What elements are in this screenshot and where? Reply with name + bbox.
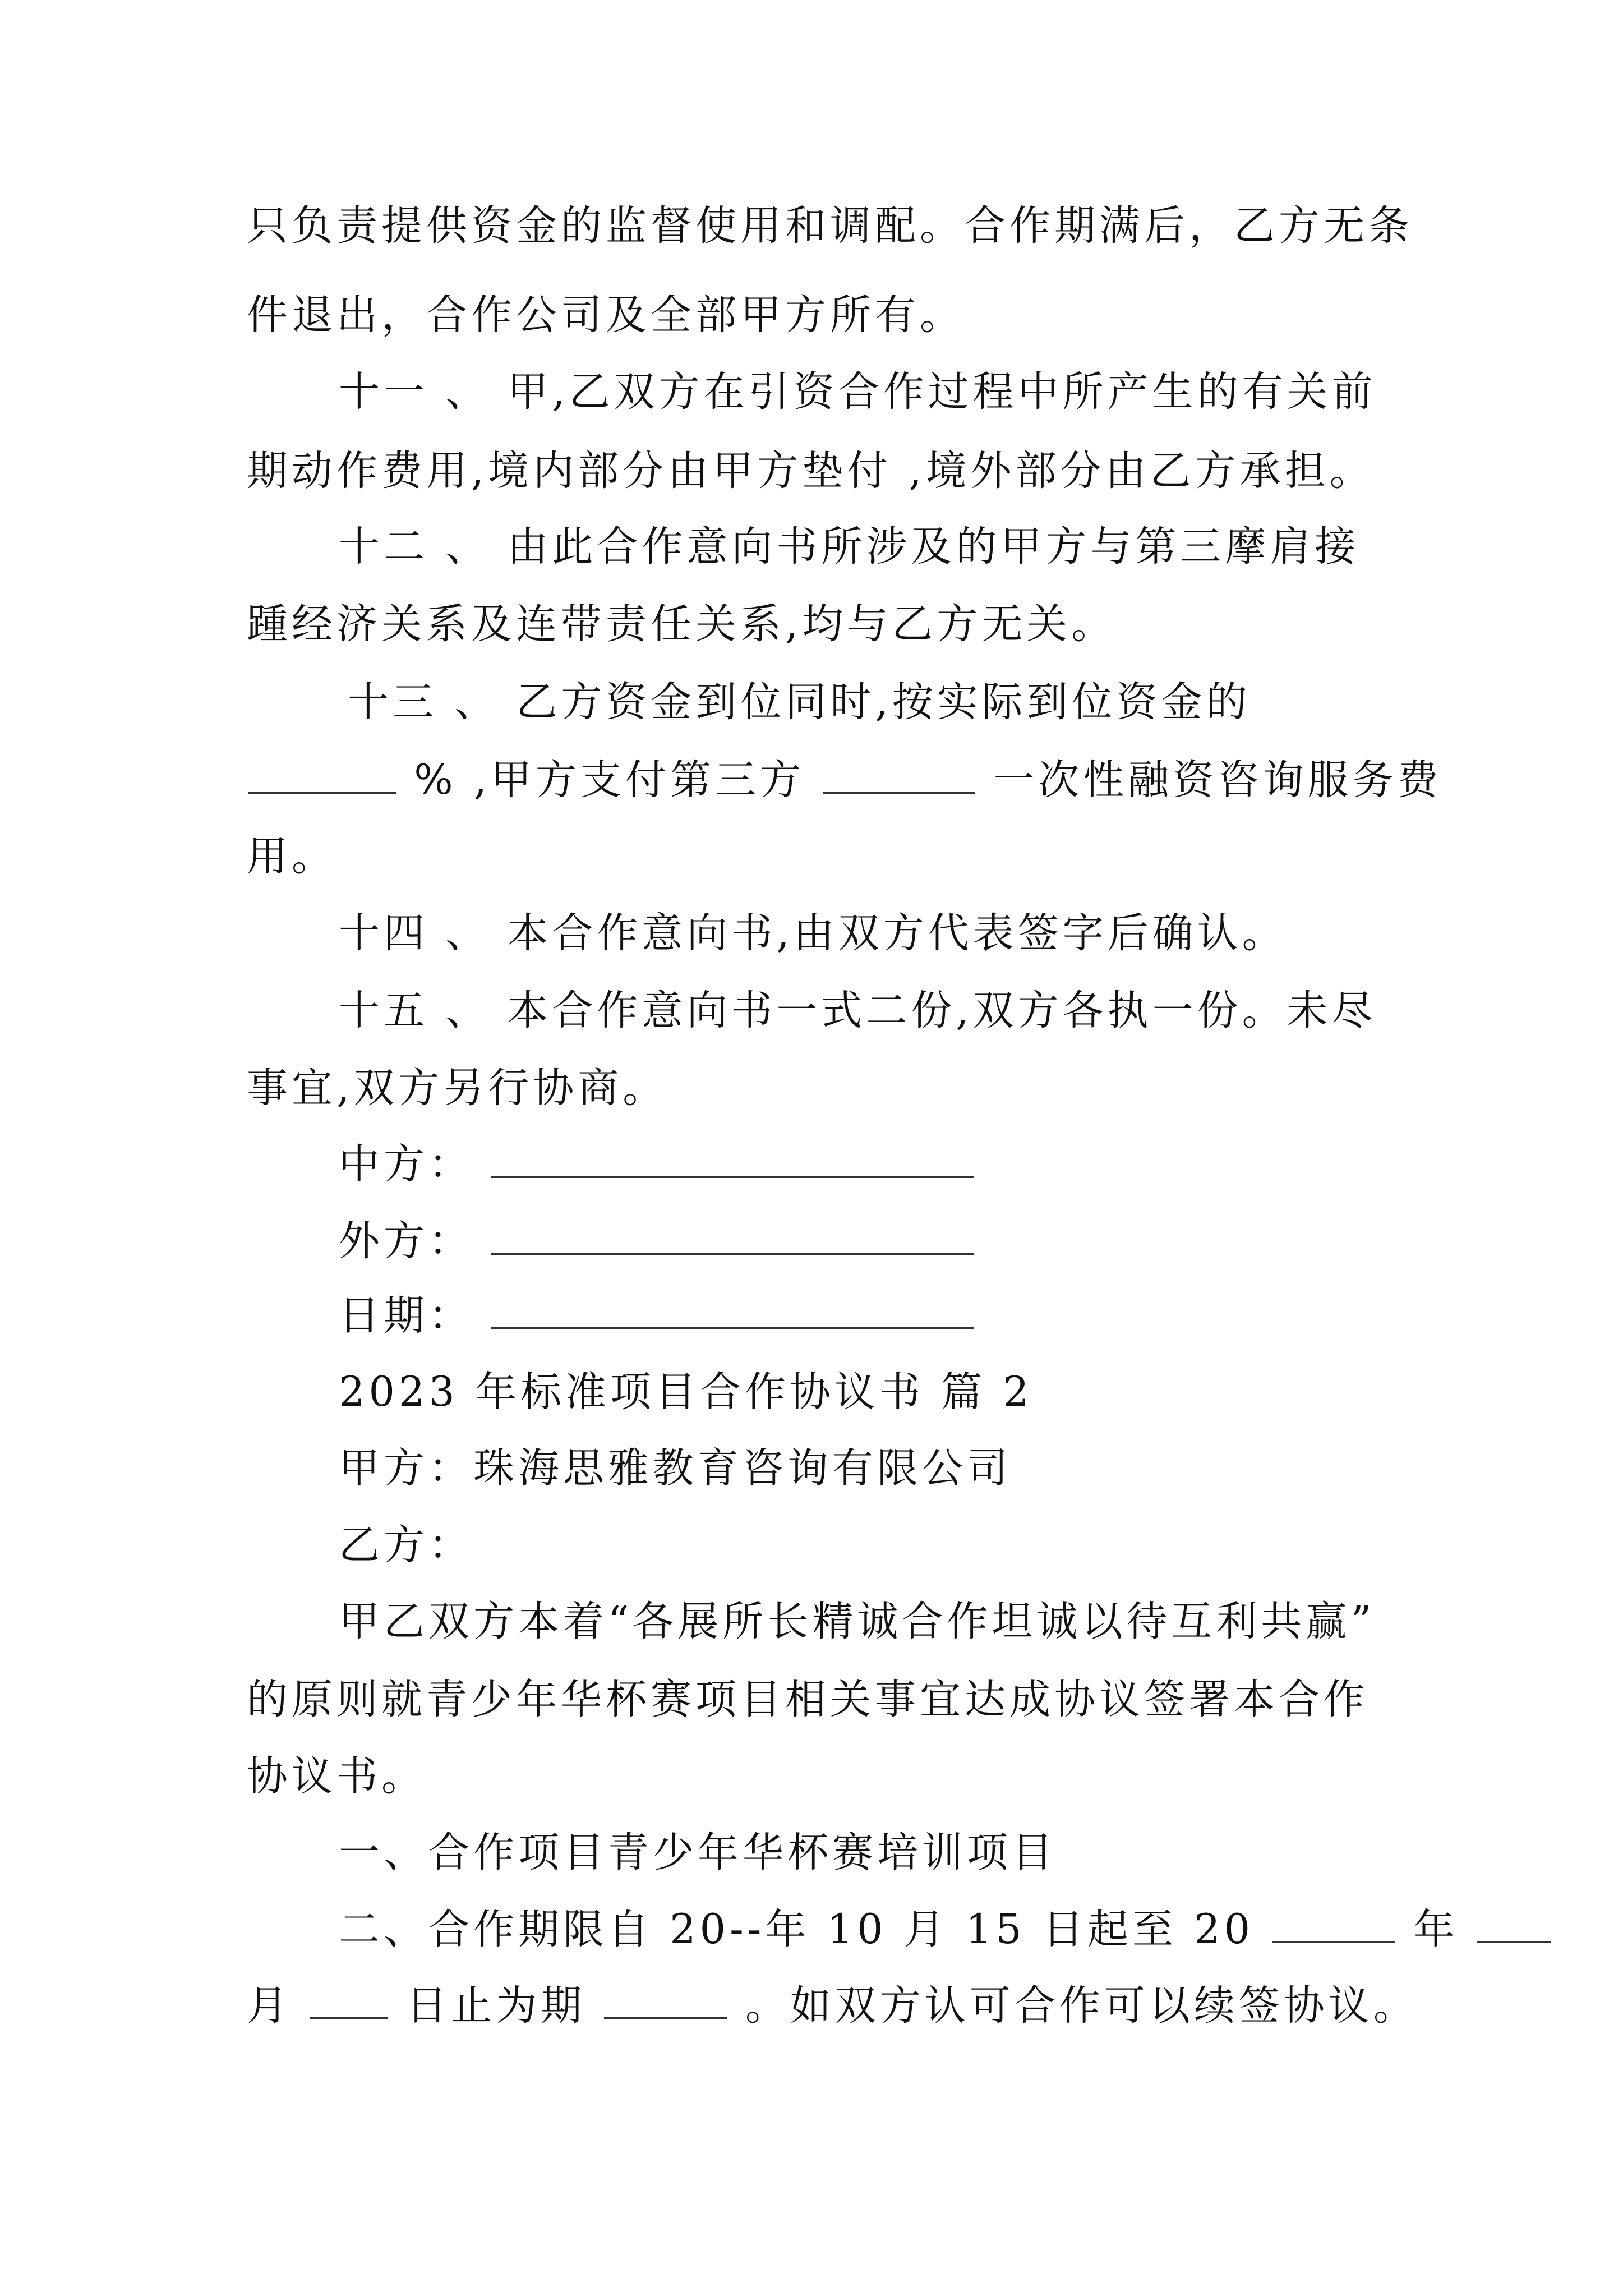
- clause-13-text: 一次性融资咨询服务费: [993, 756, 1442, 804]
- clause-13-line: 用。: [247, 832, 336, 880]
- clause-12-line: 踵经济关系及连带责任关系,均与乙方无关。: [247, 600, 1117, 648]
- clause-13-line: 十三 、 乙方资金到位同时,按实际到位资金的: [348, 678, 1251, 726]
- party-a: 甲方：珠海思雅教育咨询有限公司: [339, 1444, 1012, 1492]
- paragraph-line: 只负责提供资金的监督使用和调配。合作期满后，乙方无条: [247, 202, 1413, 250]
- blank-day-field[interactable]: [310, 1980, 388, 2019]
- clause-13-text: % ,甲方支付第三方: [414, 756, 805, 804]
- item-2-line: [0, 1980, 1623, 2031]
- signature-label: 外方：: [339, 1217, 473, 1265]
- item-1: 一、合作项目青少年华杯赛培训项目: [339, 1829, 1057, 1876]
- clause-11-line: 十一 、 甲,乙双方在引资合作过程中所产生的有关前: [339, 368, 1377, 416]
- clause-11-line: 期动作费用,境内部分由甲方垫付 ,境外部分由乙方承担。: [247, 447, 1375, 495]
- clause-12-line: 十二 、 由此合作意向书所涉及的甲方与第三摩肩接: [339, 523, 1360, 570]
- signature-line-date: [0, 1290, 1623, 1341]
- blank-month-field[interactable]: [1477, 1904, 1551, 1943]
- signature-label: 中方：: [339, 1140, 473, 1188]
- signature-line-waifang: [0, 1216, 1623, 1266]
- intro-line: 的原则就青少年华杯赛项目相关事宜达成协议签署本合作: [247, 1676, 1368, 1723]
- item-2-text: 日止为期: [406, 1982, 586, 2030]
- item-2-text: 月: [247, 1982, 292, 2030]
- signature-line-zhongfang: [0, 1139, 1623, 1189]
- blank-year-field[interactable]: [1272, 1904, 1395, 1943]
- clause-15-line: 十五 、 本合作意向书一式二份,双方各执一份。未尽: [339, 987, 1377, 1034]
- party-b: 乙方：: [339, 1521, 473, 1569]
- item-2-line: [0, 1904, 1623, 1954]
- blank-period-field[interactable]: [604, 1980, 727, 2019]
- blank-percent-field[interactable]: [248, 754, 396, 794]
- intro-line: 协议书。: [247, 1752, 426, 1800]
- clause-15-line: 事宜,双方另行协商。: [247, 1064, 668, 1112]
- paragraph-line: 件退出，合作公司及全部甲方所有。: [247, 291, 965, 339]
- item-2-text: 二、合作期限自 20--年 10 月 15 日起至 20: [339, 1906, 1255, 1953]
- blank-consultant-field[interactable]: [823, 754, 975, 794]
- date-field[interactable]: [491, 1290, 974, 1329]
- item-2-text: 。如双方认可合作可以续签协议。: [745, 1982, 1418, 2030]
- intro-line: 甲乙双方本着“各展所长精诚合作坦诚以待互利共赢”: [339, 1598, 1376, 1645]
- clause-13-line: [0, 754, 1623, 805]
- clause-14-line: 十四 、 本合作意向书,由双方代表签字后确认。: [339, 909, 1287, 957]
- signature-label: 日期：: [339, 1292, 473, 1340]
- signature-field[interactable]: [491, 1139, 974, 1178]
- signature-field[interactable]: [491, 1216, 974, 1255]
- item-2-text: 年: [1413, 1906, 1459, 1953]
- agreement-title: 2023 年标准项目合作协议书 篇 2: [339, 1368, 1033, 1416]
